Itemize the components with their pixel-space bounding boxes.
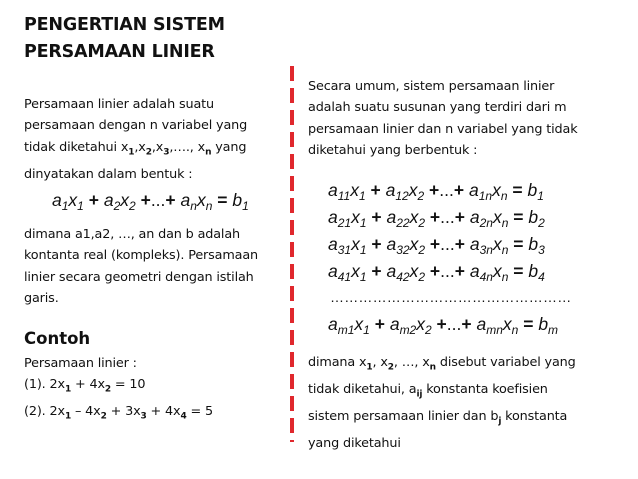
example-heading: Contoh [24,329,91,348]
dashed-divider [290,66,294,442]
left-intro-line: dinyatakan dalam bentuk : [24,166,193,182]
system-equation-2: $a_{21}x_1 + a_{22}x_2$ +...+ $a_{2n}x_n = b_2$ [328,207,545,230]
title-line-2: PERSAMAAN LINIER [24,42,215,62]
system-equation-3: $a_{31}x_1 + a_{32}x_2$ +...+ $a_{3n}x_n = b_3$ [328,234,545,257]
left-definition-line: dimana a1,a2, …, an dan b adalah [24,227,240,242]
single-linear-equation: $a_1x_1 + a_2x_2$ +...+ $a_nx_n = b_1$ [52,190,249,213]
right-intro-line: persamaan linier dan n variabel yang tidak [308,121,578,137]
ellipsis-row: …………………………………………… [330,289,572,303]
right-definition-line: yang diketahui [308,435,401,451]
system-equation-m: $a_{m1}x_1 + a_{m2}x_2$ +...+ $a_{mn}x_n = b_m$ [328,314,559,337]
right-intro-line: Secara umum, sistem persamaan linier [308,79,555,94]
right-intro-line: diketahui yang berbentuk : [308,143,478,159]
title-line-1: PENGERTIAN SISTEM [24,15,225,35]
right-definition-line: sistem persamaan linier dan $b_j$ konstanta [308,408,568,427]
left-definition [24,224,294,310]
right-definition [308,352,628,454]
left-definition-line: linier secara geometri dengan istilah [24,269,254,285]
system-equation-1: $a_{11}x_1 + a_{12}x_2$ +...+ $a_{1n}x_n = b_1$ [328,180,544,203]
left-definition-line: garis. [24,291,59,307]
right-definition-line: dimana $x_1$, $x_2$, …, $x_n$ disebut variabel yang [308,355,576,373]
slide-title [24,12,294,66]
left-definition-line: kontanta real (kompleks). Persamaan [24,248,259,264]
example-1: (1). $2x_1 + 4x_2 = 10$ [24,377,146,395]
left-intro-line: persamaan dengan n variabel yang [24,118,248,134]
system-equation-4: $a_{41}x_1 + a_{42}x_2$ +...+ $a_{4n}x_n = b_4$ [328,261,545,284]
right-definition-line: tidak diketahui, $a_{ij}$ konstanta koefisien [308,381,548,400]
left-intro-line: Persamaan linier adalah suatu [24,97,214,112]
example-2: (2). $2x_1 - 4x_2 + 3x_3 + 4x_4 = 5$ [24,404,213,422]
left-intro-line: tidak diketahui $x_1,x_2,x_3,\dots$., $x_n$ yang [24,139,247,158]
right-intro-line: adalah suatu susunan yang terdiri dari m [308,100,567,116]
example-intro: Persamaan linier : [24,356,137,371]
right-intro [308,76,628,162]
left-intro [24,94,294,185]
example-list [24,353,294,428]
